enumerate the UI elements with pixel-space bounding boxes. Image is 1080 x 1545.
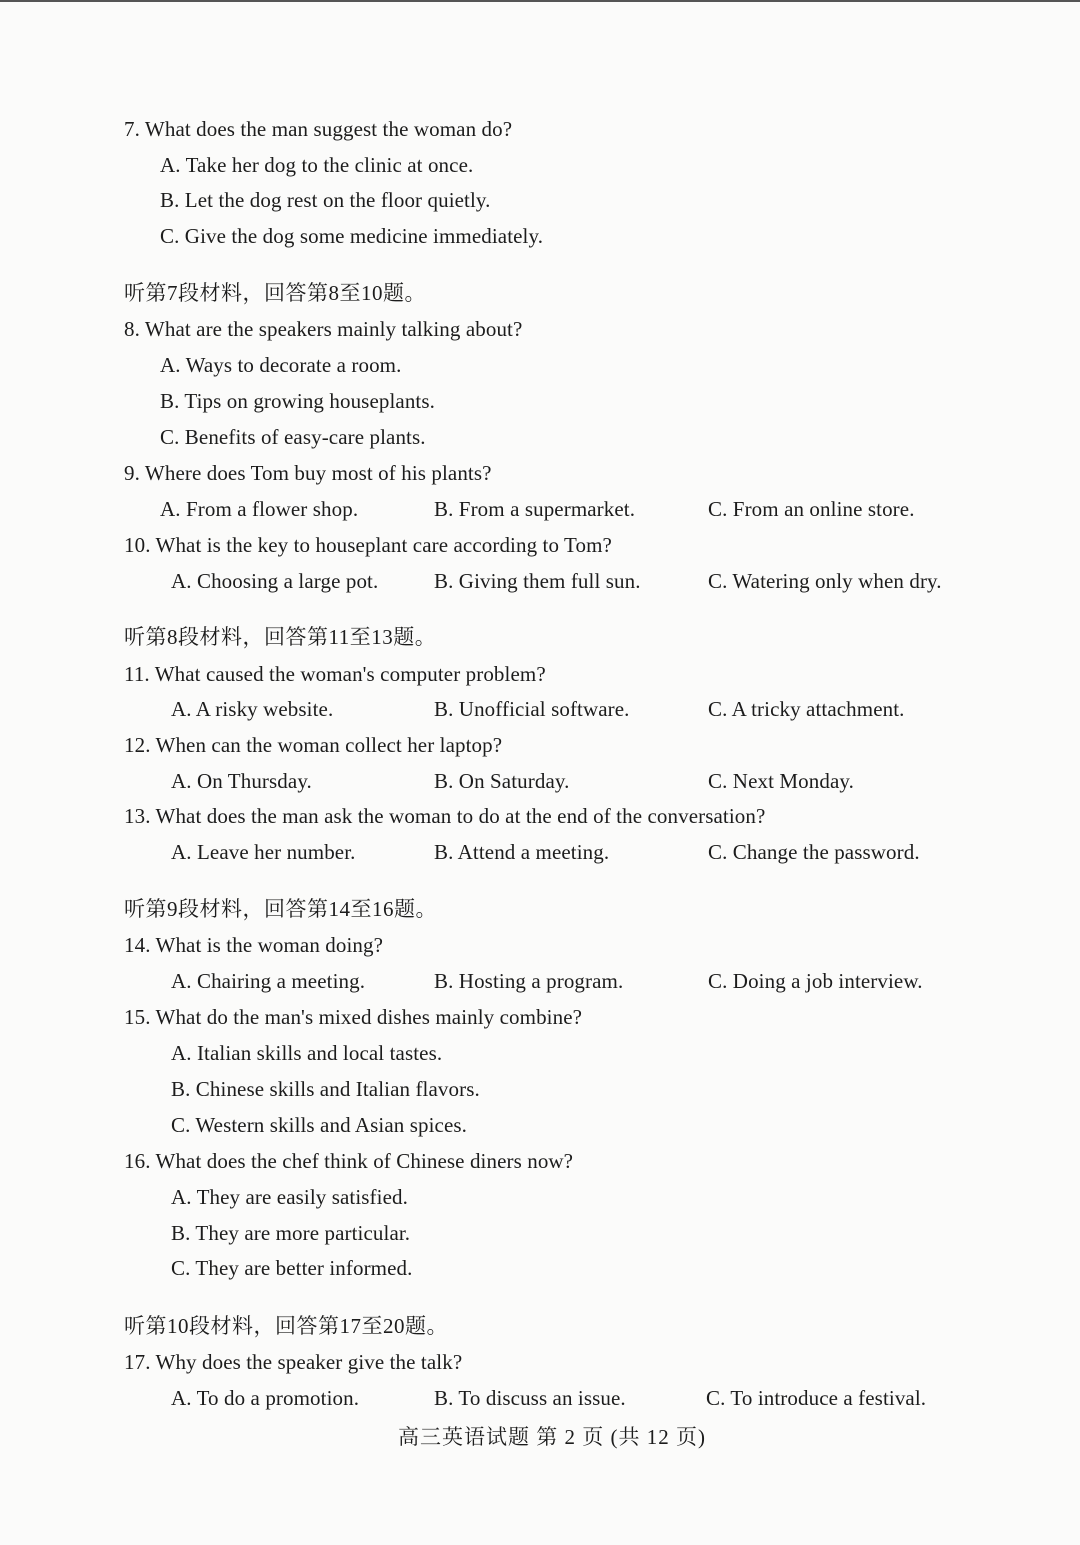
question-17-option-b: B. To discuss an issue.	[434, 1386, 626, 1410]
question-8-option-b: B. Tips on growing houseplants.	[160, 389, 435, 413]
question-7-stem: 7. What does the man suggest the woman do?	[124, 117, 513, 141]
question-13-stem: 13. What does the man ask the woman to do at the end of the conversation?	[124, 804, 766, 828]
question-14-option-a: A. Chairing a meeting.	[171, 969, 366, 993]
question-11-option-a: A. A risky website.	[171, 697, 334, 721]
question-12-option-a: A. On Thursday.	[171, 769, 312, 793]
question-11-option-c: C. A tricky attachment.	[708, 697, 905, 721]
page-footer: 高三英语试题 第 2 页 (共 12 页)	[398, 1425, 706, 1449]
question-17-option-a: A. To do a promotion.	[171, 1386, 360, 1410]
question-8-option-c: C. Benefits of easy-care plants.	[160, 425, 426, 449]
question-10-stem: 10. What is the key to houseplant care according to Tom?	[124, 533, 612, 557]
question-15-option-a: A. Italian skills and local tastes.	[171, 1041, 443, 1065]
question-12-option-b: B. On Saturday.	[434, 769, 570, 793]
question-9-option-b: B. From a supermarket.	[434, 497, 636, 521]
question-13-option-a: A. Leave her number.	[171, 840, 356, 864]
question-14-option-b: B. Hosting a program.	[434, 969, 624, 993]
question-17-stem: 17. Why does the speaker give the talk?	[124, 1350, 463, 1374]
question-10-option-c: C. Watering only when dry.	[708, 569, 942, 593]
question-15-stem: 15. What do the man's mixed dishes mainly combine?	[124, 1005, 583, 1029]
question-16-option-b: B. They are more particular.	[171, 1221, 411, 1245]
section-heading-7: 听第7段材料，回答第8至10题。	[124, 281, 426, 305]
question-12-option-c: C. Next Monday.	[708, 769, 854, 793]
question-12-stem: 12. When can the woman collect her laptop?	[124, 733, 503, 757]
question-9-option-a: A. From a flower shop.	[160, 497, 359, 521]
question-16-stem: 16. What does the chef think of Chinese diners now?	[124, 1149, 574, 1173]
question-8-stem: 8. What are the speakers mainly talking about?	[124, 317, 523, 341]
question-13-option-b: B. Attend a meeting.	[434, 840, 610, 864]
question-16-option-c: C. They are better informed.	[171, 1256, 413, 1280]
question-14-option-c: C. Doing a job interview.	[708, 969, 923, 993]
question-17-option-c: C. To introduce a festival.	[706, 1386, 927, 1410]
section-heading-10: 听第10段材料，回答第17至20题。	[124, 1314, 448, 1338]
question-10-option-b: B. Giving them full sun.	[434, 569, 641, 593]
question-7-option-b: B. Let the dog rest on the floor quietly.	[160, 188, 491, 212]
question-13-option-c: C. Change the password.	[708, 840, 920, 864]
question-11-stem: 11. What caused the woman's computer problem?	[124, 662, 546, 686]
question-14-stem: 14. What is the woman doing?	[124, 933, 384, 957]
section-heading-9: 听第9段材料，回答第14至16题。	[124, 897, 437, 921]
question-8-option-a: A. Ways to decorate a room.	[160, 353, 402, 377]
question-9-stem: 9. Where does Tom buy most of his plants?	[124, 461, 492, 485]
question-11-option-b: B. Unofficial software.	[434, 697, 630, 721]
question-15-option-c: C. Western skills and Asian spices.	[171, 1113, 467, 1137]
question-7-option-c: C. Give the dog some medicine immediately.	[160, 224, 544, 248]
question-15-option-b: B. Chinese skills and Italian flavors.	[171, 1077, 480, 1101]
question-10-option-a: A. Choosing a large pot.	[171, 569, 379, 593]
question-7-option-a: A. Take her dog to the clinic at once.	[160, 153, 474, 177]
question-9-option-c: C. From an online store.	[708, 497, 915, 521]
section-heading-8: 听第8段材料，回答第11至13题。	[124, 625, 437, 649]
question-16-option-a: A. They are easily satisfied.	[171, 1185, 408, 1209]
